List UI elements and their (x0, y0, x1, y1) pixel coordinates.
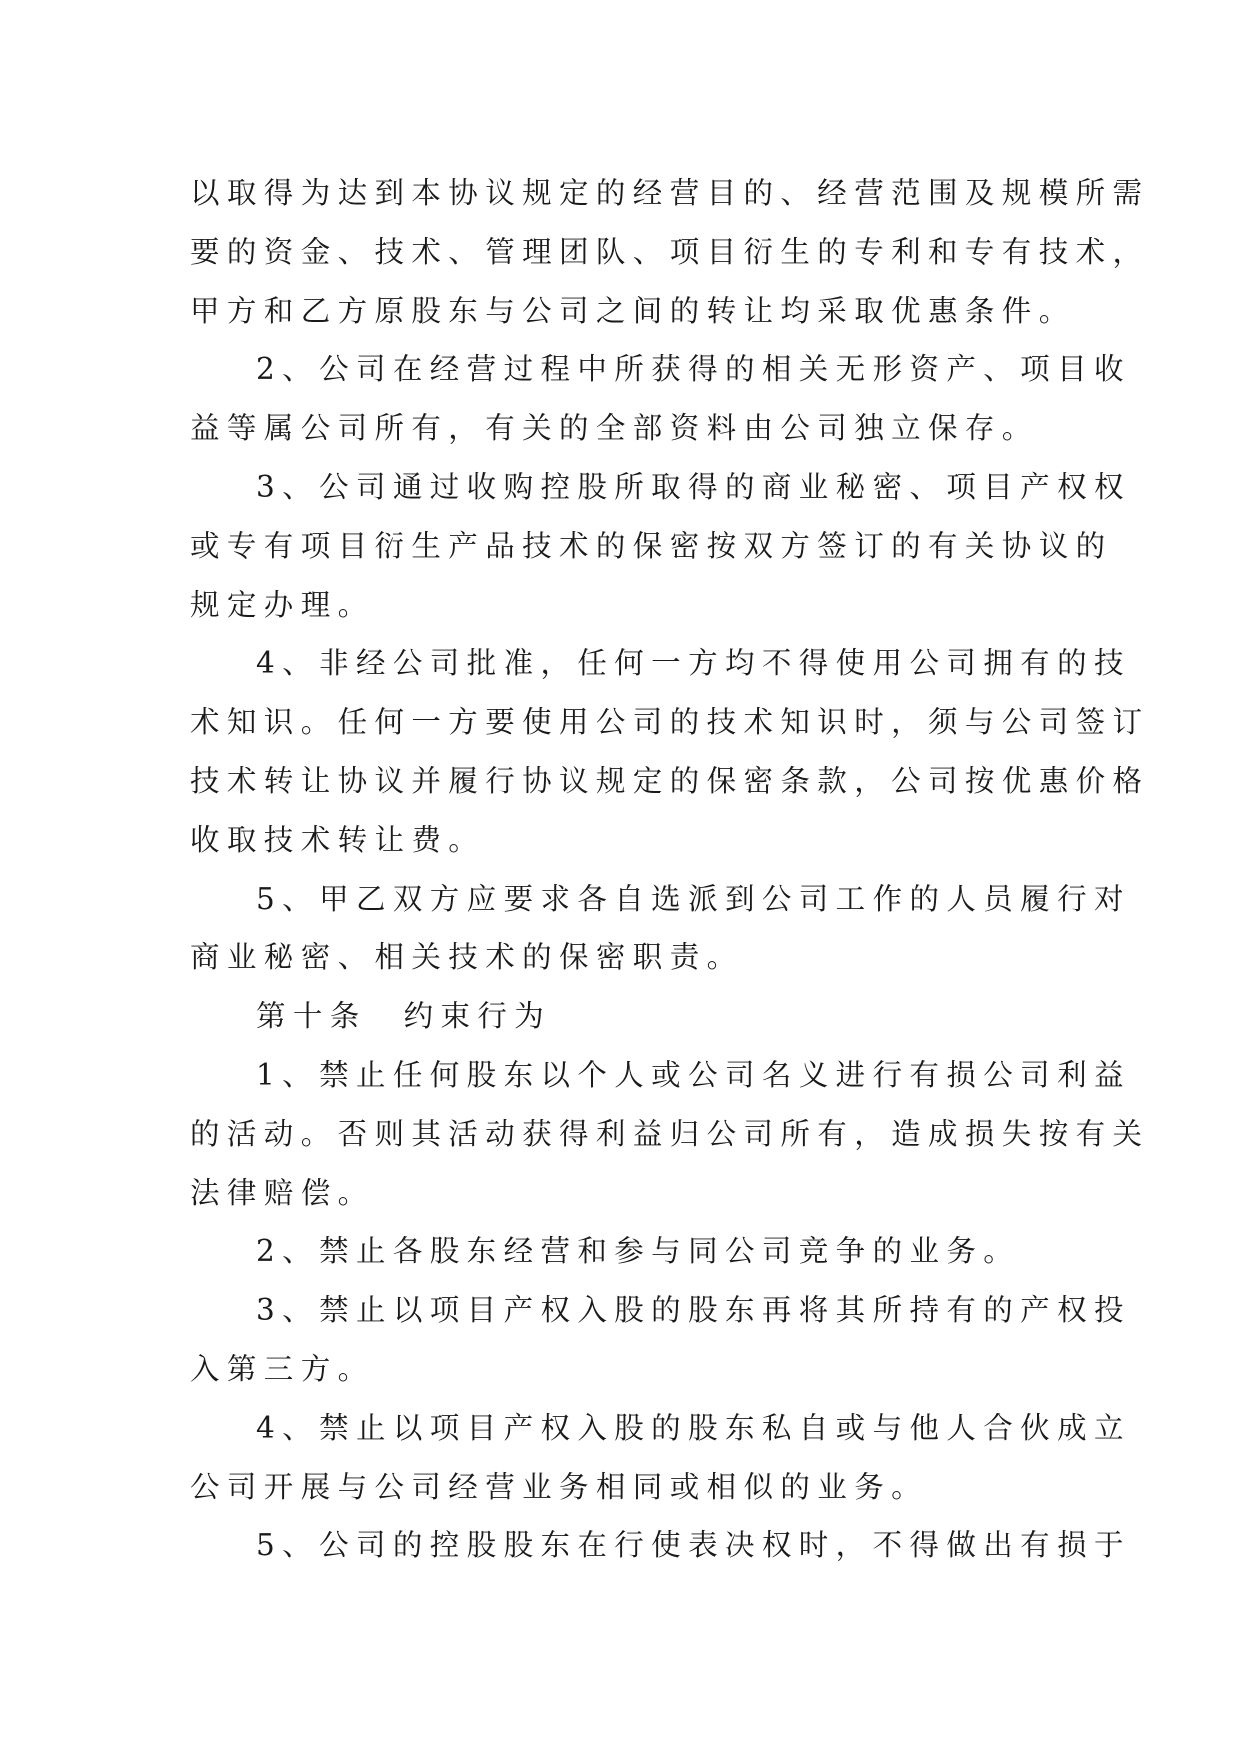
text-line: 5、公司的控股股东在行使表决权时，不得做出有损于 (256, 1528, 1131, 1563)
text-line: 商业秘密、相关技术的保密职责。 (190, 940, 744, 975)
text-line: 技术转让协议并履行协议规定的保密条款，公司按优惠价格 (190, 763, 1150, 798)
text-line: 2、公司在经营过程中所获得的相关无形资产、项目收 (256, 352, 1131, 387)
text-line: 入第三方。 (190, 1351, 375, 1386)
text-line: 3、公司通过收购控股所取得的商业秘密、项目产权权 (256, 469, 1131, 504)
text-line: 4、非经公司批准，任何一方均不得使用公司拥有的技 (256, 646, 1131, 681)
text-line: 收取技术转让费。 (190, 822, 486, 857)
text-line: 5、甲乙双方应要求各自选派到公司工作的人员履行对 (256, 881, 1131, 916)
text-line: 规定办理。 (190, 587, 375, 622)
text-line: 以取得为达到本协议规定的经营目的、经营范围及规模所需 (190, 176, 1150, 210)
text-line: 益等属公司所有，有关的全部资料由公司独立保存。 (190, 411, 1039, 446)
text-line: 或专有项目衍生产品技术的保密按双方签订的有关协议的 (190, 528, 1113, 563)
text-line: 术知识。任何一方要使用公司的技术知识时，须与公司签订 (190, 705, 1150, 740)
text-line: 第十条 约束行为 (256, 999, 552, 1034)
text-line: 法律赔偿。 (190, 1175, 375, 1210)
text-line: 的活动。否则其活动获得利益归公司所有，造成损失按有关 (190, 1116, 1150, 1151)
text-line: 3、禁止以项目产权入股的股东再将其所持有的产权投 (256, 1293, 1131, 1328)
text-line: 2、禁止各股东经营和参与同公司竞争的业务。 (256, 1234, 1021, 1269)
text-line: 1、禁止任何股东以个人或公司名义进行有损公司利益 (256, 1057, 1131, 1092)
text-line: 甲方和乙方原股东与公司之间的转让均采取优惠条件。 (190, 293, 1076, 328)
text-line: 公司开展与公司经营业务相同或相似的业务。 (190, 1469, 929, 1504)
text-line: 4、禁止以项目产权入股的股东私自或与他人合伙成立 (256, 1410, 1131, 1445)
text-line: 要的资金、技术、管理团队、项目衍生的专利和专有技术， (190, 234, 1150, 269)
document-body (190, 164, 1150, 1575)
